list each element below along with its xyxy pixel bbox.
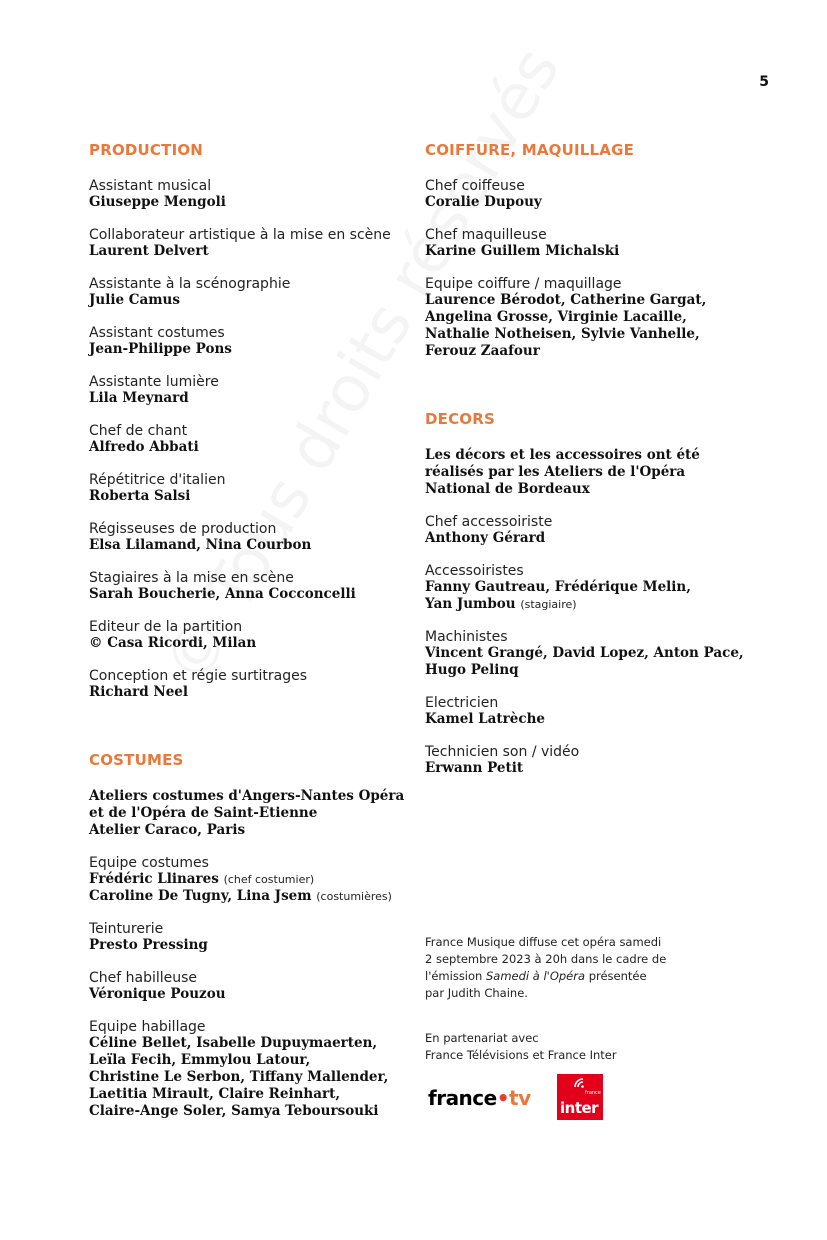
broadcast-note <box>425 934 725 1002</box>
costumes-statement <box>89 788 419 839</box>
credit-entry <box>89 619 419 652</box>
partner-line: France Télévisions et France Inter <box>425 1048 617 1062</box>
credit-names: Giuseppe Mengoli <box>89 194 226 210</box>
broadcast-line: par Judith Chaine. <box>425 986 528 1000</box>
credit-note: (stagiaire) <box>520 598 577 611</box>
credit-name-line: Leïla Fecih, Emmylou Latour, <box>89 1052 311 1068</box>
statement-line: et de l'Opéra de Saint-Etienne <box>89 805 318 821</box>
section-title-production: PRODUCTION <box>89 141 204 159</box>
credit-entry <box>425 744 770 777</box>
credit-name-line: Fanny Gautreau, Frédérique Melin, <box>425 579 691 595</box>
page-number: 5 <box>759 74 769 90</box>
section-title-decors: DECORS <box>425 410 496 428</box>
broadcast-text: présentée <box>585 969 647 983</box>
credit-names: Erwann Petit <box>425 760 524 776</box>
credit-name: Frédéric Llinares <box>89 871 219 887</box>
broadcast-line <box>425 968 725 985</box>
credit-names: Elsa Lilamand, Nina Courbon <box>89 537 312 553</box>
credit-entry <box>425 276 770 360</box>
credit-role: Assistant musical <box>89 178 212 194</box>
credit-entry <box>425 695 770 728</box>
statement-line: Les décors et les accessoires ont été <box>425 447 700 463</box>
logo-dot: • <box>496 1086 510 1110</box>
statement-line: National de Bordeaux <box>425 481 590 497</box>
credit-names: Sarah Boucherie, Anna Cocconcelli <box>89 586 356 602</box>
credit-names: Jean-Philippe Pons <box>89 341 232 357</box>
credit-role: Assistant costumes <box>89 325 225 341</box>
credit-role: Chef de chant <box>89 423 188 439</box>
credit-role: Equipe coiffure / maquillage <box>425 276 622 292</box>
statement-line: Ateliers costumes d'Angers-Nantes Opéra <box>89 788 405 804</box>
credit-name-line: Laetitia Mirault, Claire Reinhart, <box>89 1086 341 1102</box>
credit-note: (chef costumier) <box>223 873 315 886</box>
credit-names <box>89 888 419 905</box>
partnership-note <box>425 1030 725 1064</box>
logo-suffix: tv <box>509 1086 531 1110</box>
credit-names: Richard Neel <box>89 684 189 700</box>
credit-role: Machinistes <box>425 629 508 645</box>
credit-role: Conception et régie surtitrages <box>89 668 308 684</box>
credit-entry <box>89 227 419 260</box>
credit-entry <box>89 325 419 358</box>
credit-role: Chef accessoiriste <box>425 514 553 530</box>
credit-role: Electricien <box>425 695 499 711</box>
broadcast-program-title: Samedi à l'Opéra <box>486 969 586 983</box>
credit-entry <box>89 276 419 309</box>
credit-role: Régisseuses de production <box>89 521 277 537</box>
logo-word: france <box>428 1086 497 1110</box>
section-title-costumes: COSTUMES <box>89 751 184 769</box>
credit-names: Laurent Delvert <box>89 243 209 259</box>
credit-name-line: Laurence Bérodot, Catherine Gargat, <box>425 292 707 308</box>
production-list <box>89 178 419 701</box>
credit-name-line: Vincent Grangé, David Lopez, Anton Pace, <box>425 645 744 661</box>
statement-line: Atelier Caraco, Paris <box>89 822 246 838</box>
credit-entry <box>89 668 419 701</box>
credit-names: Roberta Salsi <box>89 488 191 504</box>
credit-name-line: Nathalie Notheisen, Sylvie Vanhelle, <box>425 326 700 342</box>
credit-entry <box>89 921 419 954</box>
credit-entry <box>425 227 770 260</box>
credit-names: Anthony Gérard <box>425 530 546 546</box>
france-inter-logo <box>557 1074 603 1120</box>
credit-entry <box>425 563 770 613</box>
broadcast-line: 2 septembre 2023 à 20h dans le cadre de <box>425 952 667 966</box>
credit-role: Accessoiristes <box>425 563 524 579</box>
france-tv-logo <box>428 1086 531 1110</box>
credit-role: Stagiaires à la mise en scène <box>89 570 294 586</box>
credit-role: Assistante lumière <box>89 374 219 390</box>
credit-entry <box>89 855 419 905</box>
credit-entry <box>89 1019 419 1120</box>
credit-name-line: Ferouz Zaafour <box>425 343 540 359</box>
credit-entry <box>425 629 770 679</box>
broadcast-text: l'émission <box>425 969 486 983</box>
credit-entry <box>89 178 419 211</box>
credit-entry <box>89 521 419 554</box>
section-title-coiffure: COIFFURE, MAQUILLAGE <box>425 141 635 159</box>
logo-big-text: inter <box>560 1099 599 1117</box>
credit-names <box>89 871 419 888</box>
partner-line: En partenariat avec <box>425 1031 539 1045</box>
credit-entry <box>89 970 419 1003</box>
credit-entry <box>89 423 419 456</box>
credit-names: Coralie Dupouy <box>425 194 542 210</box>
credit-role: Répétitrice d'italien <box>89 472 226 488</box>
statement-line: réalisés par les Ateliers de l'Opéra <box>425 464 686 480</box>
credit-name-line: Claire-Ange Soler, Samya Teboursouki <box>89 1103 379 1119</box>
credit-name-line: Christine Le Serbon, Tiffany Mallender, <box>89 1069 389 1085</box>
credit-names: Alfredo Abbati <box>89 439 199 455</box>
credit-names <box>425 596 770 613</box>
credit-names: Kamel Latrèche <box>425 711 545 727</box>
radio-waves-icon <box>573 1077 585 1089</box>
credit-names: Lila Meynard <box>89 390 189 406</box>
credit-role: Equipe costumes <box>89 855 209 871</box>
credit-note: (costumières) <box>316 890 392 903</box>
right-column <box>425 140 770 793</box>
credit-entry <box>89 374 419 407</box>
credit-names: © Casa Ricordi, Milan <box>89 635 257 651</box>
credit-role: Teinturerie <box>89 921 164 937</box>
credit-names: Karine Guillem Michalski <box>425 243 620 259</box>
logo-small-text: france <box>585 1090 601 1096</box>
credit-name: Caroline De Tugny, Lina Jsem <box>89 888 312 904</box>
credit-name-line: Hugo Pelinq <box>425 662 519 678</box>
credit-role: Chef maquilleuse <box>425 227 547 243</box>
credit-entry <box>89 570 419 603</box>
credit-name: Yan Jumbou <box>425 596 516 612</box>
credit-role: Technicien son / vidéo <box>425 744 580 760</box>
credit-name-line: Céline Bellet, Isabelle Dupuymaerten, <box>89 1035 378 1051</box>
credit-name-line: Angelina Grosse, Virginie Lacaille, <box>425 309 687 325</box>
credit-names: Véronique Pouzou <box>89 986 226 1002</box>
credit-entry <box>425 514 770 547</box>
credit-entry <box>425 178 770 211</box>
credit-role: Assistante à la scénographie <box>89 276 291 292</box>
credit-role: Editeur de la partition <box>89 619 243 635</box>
credit-role: Equipe habillage <box>89 1019 206 1035</box>
credit-role: Chef coiffeuse <box>425 178 525 194</box>
credit-entry <box>89 472 419 505</box>
credit-names: Presto Pressing <box>89 937 208 953</box>
decors-statement <box>425 447 770 498</box>
broadcast-line: France Musique diffuse cet opéra samedi <box>425 935 662 949</box>
credit-role: Collaborateur artistique à la mise en scène <box>89 227 391 243</box>
left-column <box>89 140 419 1136</box>
credit-names: Julie Camus <box>89 292 180 308</box>
credit-role: Chef habilleuse <box>89 970 198 986</box>
